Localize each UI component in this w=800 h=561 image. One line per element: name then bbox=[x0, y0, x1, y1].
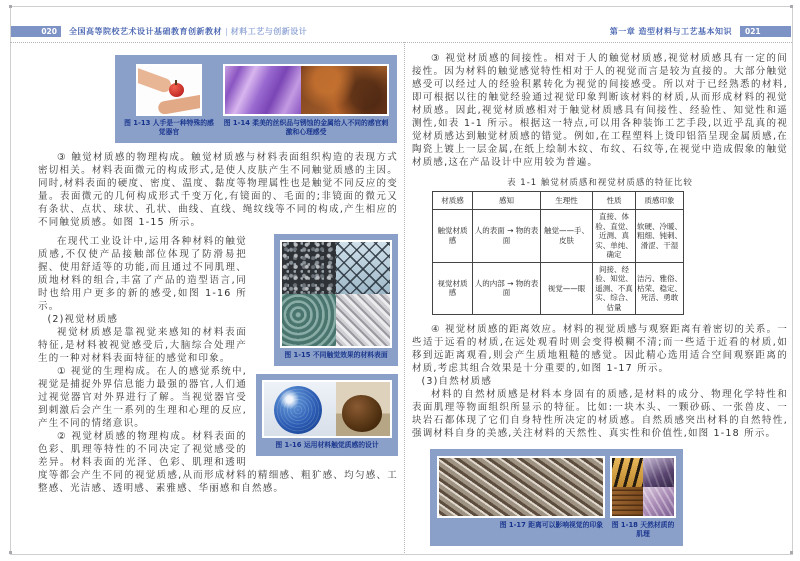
figure-caption: 图 1-17 距离可以影响视觉的印象 bbox=[499, 521, 603, 529]
page-gutter-rule bbox=[404, 42, 405, 553]
para-visual-intro: 视觉材质感是靠视觉来感知的材料表面特征,是材料被视觉感受后,大脑综合处理产生的一种对材料表面特征的感觉和印象。 bbox=[38, 327, 247, 364]
table-cell: 软硬、冷暖、粗细、钝刺、滑涩、干湿 bbox=[636, 210, 684, 263]
figure-caption: 图 1-14 柔美的丝织品与锈蚀的金属给人不同的感官刺激和心理感受 bbox=[223, 119, 389, 136]
corner-mark bbox=[9, 5, 12, 8]
heading-visual-texture: (2)视觉材质感 bbox=[47, 314, 119, 325]
table-1-1 bbox=[432, 191, 684, 315]
corner-mark bbox=[790, 5, 793, 8]
figure-1-17 bbox=[437, 456, 605, 539]
table-cell: 视觉材质感 bbox=[433, 262, 473, 315]
beanbag-shape bbox=[342, 395, 382, 432]
rusted-metal-texture bbox=[301, 66, 387, 114]
figure-caption: 图 1-13 人手是一种特殊的感觉器官 bbox=[124, 119, 214, 136]
para-natural-texture: 材料的自然材质感是材料本身固有的质感,是材料的成分、物理化学特性和表面肌理等物面组织所显示的特征。比如:一块木头、一颗砂砾、一张兽皮、一块岩石都体现了它们自身特性所决定的材质感。自然质感突出材料的自然特性,强调材料自身的美感,关注材料的天然性、真实性和价值性,如图 1-18 所示。 bbox=[412, 389, 788, 439]
lower-hand-shape bbox=[157, 94, 202, 115]
table-cell: 间接、经验、知觉、遥测、不真实、综合、估量 bbox=[593, 262, 636, 315]
table-cell: 直接、体验、直觉、近测、真实、单纯、确定 bbox=[593, 210, 636, 263]
apple-shape bbox=[169, 83, 184, 97]
running-header-left bbox=[11, 26, 307, 37]
wood-grain-texture bbox=[612, 487, 643, 516]
chapter-title: 第一章 造型材料与工艺基本知识 bbox=[609, 27, 732, 36]
water-ripple-texture bbox=[282, 294, 336, 346]
table-cell: 人的表面 → 物的表面 bbox=[473, 210, 541, 263]
table-cell: 视觉——眼 bbox=[541, 262, 593, 315]
page-number-left: 020 bbox=[11, 26, 61, 37]
page-right bbox=[412, 52, 788, 546]
para-tactile-physical: ③ 触觉材质感的物理构成。触觉材质感与材料表面组织构造的表现方式密切相关。材料表面微元的构成形式,是使人皮肤产生不同触觉质感的主因。同时,材料表面的硬度、密度、温度、黏度等物理属性也是触觉不同反应的变量。表面微元的几何构成形式千变万化,有镜面的、毛面的;非镜面的微元又有条状、点状、球状、孔状、曲线、直线、绳纹线等不同的构成,产生相应的不同触觉质感。如图 1-15 所示。 bbox=[38, 152, 398, 228]
figure-1-18 bbox=[610, 456, 676, 539]
page-left bbox=[38, 55, 398, 495]
figure-panel-17-18 bbox=[430, 449, 683, 546]
book-subtitle: 材料工艺与创新设计 bbox=[230, 27, 308, 36]
para-visual-physiological: ① 视觉的生理构成。在人的感觉系统中,视觉是捕捉外界信息能力最强的器官,人们通过视觉器官对外界进行了解。当视觉器官受到刺激后会产生一系列的生理和心理的反应,产生不同的情绪意识。 bbox=[38, 366, 247, 429]
blue-sphere-shape bbox=[274, 386, 322, 434]
figure-caption: 图 1-18 天然材质的肌理 bbox=[611, 521, 675, 538]
natural-texture-photo bbox=[610, 456, 676, 518]
textured-sphere-scene bbox=[264, 382, 336, 436]
table-cell: 人的内部 → 物的表面 bbox=[473, 262, 541, 315]
table-cell: 触觉——手、皮肤 bbox=[541, 210, 593, 263]
para-visual-physical: ② 视觉材质感的物理构成。材料表面的色彩、肌理等特性的不同决定了视觉感受的差异。材料表面的光泽、色彩、肌理和透明度等都会产生不同的视觉质感,从而形成材料的精细感、粗犷感、均匀感、工整感、光洁感、透明感、素雅感、华丽感和自然感。 bbox=[38, 431, 398, 494]
table-header-row bbox=[433, 192, 684, 210]
metal-weave-texture bbox=[336, 294, 390, 346]
figure-column bbox=[256, 234, 398, 456]
table-header-cell: 性质 bbox=[593, 192, 636, 210]
series-title: 全国高等院校艺术设计基础教育创新教材 bbox=[69, 27, 222, 36]
para-industrial-design: 在现代工业设计中,运用各种材料的触觉质感,不仅使产品接触部位体现了防滑易把握、使用舒适等的功能,而且通过不同肌理、质地材料的组合,丰富了产品的造型语言,同时也给用户更多的新的感受,如图 1-16 所示。 bbox=[38, 236, 247, 312]
figure-1-16 bbox=[256, 374, 398, 456]
running-header-right bbox=[610, 26, 791, 37]
table-cell: 洁污、雅俗、枯荣、稳定、死活、勇敢 bbox=[636, 262, 684, 315]
upper-hand-shape bbox=[136, 66, 173, 94]
header-divider-rule bbox=[10, 42, 792, 43]
table-header-cell: 质感印象 bbox=[636, 192, 684, 210]
hands-apple-photo bbox=[136, 64, 202, 116]
figure-1-15 bbox=[274, 234, 398, 366]
tactile-design-photo bbox=[262, 380, 392, 438]
mineral-texture-dark bbox=[643, 458, 674, 487]
metal-bolts-photo bbox=[437, 456, 605, 518]
gravel-texture bbox=[282, 242, 336, 294]
page-number-right: 021 bbox=[740, 26, 791, 37]
figure-1-14 bbox=[223, 64, 389, 137]
figure-1-13 bbox=[123, 64, 215, 137]
chain-link-texture bbox=[336, 242, 390, 294]
table-header-cell: 感知 bbox=[473, 192, 541, 210]
purple-silk-texture bbox=[225, 66, 301, 114]
table-header-cell: 材质感 bbox=[433, 192, 473, 210]
para-distance-effect: ④ 视觉材质感的距离效应。材料的视觉质感与观察距离有着密切的关系。一些适于远看的材质,在远处观看时则会变得模糊不清;而一些适于近看的材质,如移到远距离观看,则会产生质地粗糙的感觉。因此精心选用适合空间观察距离的材质,考虑其组合效果是十分重要的,如图 1-17 所示。 bbox=[412, 324, 788, 374]
table-title: 表 1-1 触觉材质感和视觉材质感的特征比较 bbox=[507, 178, 693, 188]
table-cell: 触觉材质感 bbox=[433, 210, 473, 263]
table-row bbox=[433, 210, 684, 263]
heading-natural-texture: (3)自然材质感 bbox=[421, 376, 493, 387]
tiger-stripe-texture bbox=[612, 458, 643, 487]
table-row bbox=[433, 262, 684, 315]
beanbag-scene bbox=[336, 382, 390, 436]
corner-mark bbox=[9, 551, 12, 554]
figure-caption: 图 1-16 运用材料触觉质感的设计 bbox=[275, 441, 379, 449]
figure-caption: 图 1-15 不同触觉效果的材料表面 bbox=[284, 351, 388, 359]
para-indirectness: ③ 视觉材质感的间接性。相对于人的触觉材质感,视觉材质感具有一定的间接性。因为材料的触觉感觉特性相对于人的视觉而言是较为直接的。大部分触觉感受可以经过人的经验积累转化为视觉的间接感受。所以对于已经熟悉的材料,即可根据以往的触觉经验通过视觉印象判断该材料的材质,从而形成材料的视觉材质感。因此,视觉材质感相对于触觉材质感具有间接性、经验性、知觉性和遥测性,如表 1-1 所示。根据这一特点,可以用各种装饰工艺手段,以近乎乱真的视觉材质感达到触觉材质感的错觉。例如,在工程塑料上烫印铝箔呈现金属质感,在陶瓷上镀上一层金属,在纸上绘制木纹、布纹、石纹等,在视觉中造成假象的触觉材质感,这在产品设计中应用较为普遍。 bbox=[412, 53, 788, 168]
texture-grid-photo bbox=[280, 240, 392, 348]
corner-mark bbox=[790, 551, 793, 554]
silk-rust-photo bbox=[223, 64, 389, 116]
header-divider: | bbox=[225, 27, 228, 36]
mineral-texture-light bbox=[643, 487, 674, 516]
figure-panel-13-14 bbox=[115, 55, 397, 143]
table-header-cell: 生理性 bbox=[541, 192, 593, 210]
